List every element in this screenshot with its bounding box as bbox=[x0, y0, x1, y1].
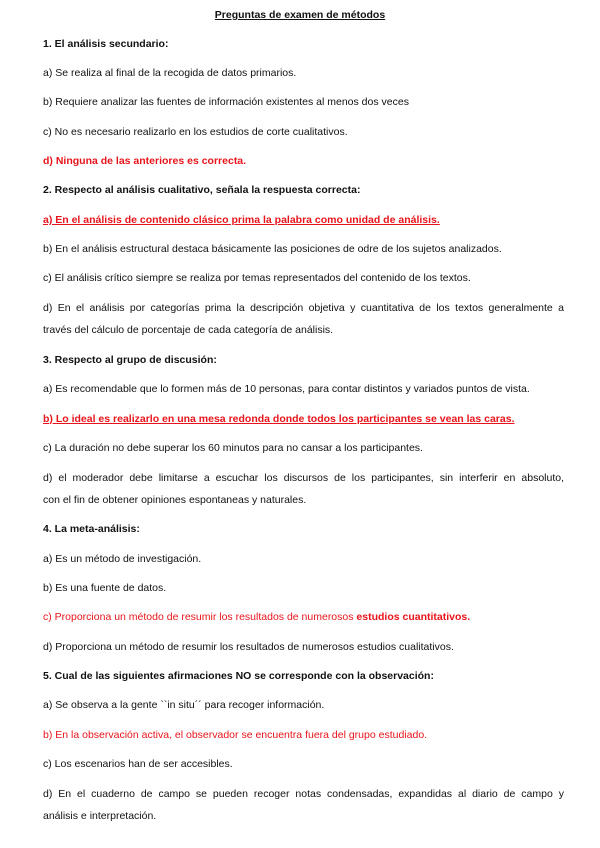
q2-option-b: b) En el análisis estructural destaca básicamente las posiciones de odre de los sujetos analizados. bbox=[43, 243, 502, 255]
q3-option-d-line1: d) el moderador debe limitarse a escuchar los discursos de los participantes, sin interferir en absoluto, bbox=[43, 472, 564, 484]
q1-option-d-correct: d) Ninguna de las anteriores es correcta. bbox=[43, 155, 247, 167]
q4-option-c-emphasis: estudios cuantitativos. bbox=[356, 611, 471, 623]
q4-option-c-text: c) Proporciona un método de resumir los resultados de numerosos bbox=[43, 611, 357, 623]
question-5: 5. Cual de las siguientes afirmaciones NO se corresponde con la observación: bbox=[43, 670, 434, 682]
q4-option-a: a) Es un método de investigación. bbox=[43, 553, 202, 565]
q1-option-a: a) Se realiza al final de la recogida de datos primarios. bbox=[43, 67, 297, 79]
question-3: 3. Respecto al grupo de discusión: bbox=[43, 354, 217, 366]
q3-option-d-line2: con el fin de obtener opiniones espontaneas y naturales. bbox=[43, 494, 307, 506]
question-4: 4. La meta-análisis: bbox=[43, 523, 140, 535]
q2-option-c: c) El análisis crítico siempre se realiza por temas representados del contenido de los textos. bbox=[43, 272, 471, 284]
question-1: 1. El análisis secundario: bbox=[43, 38, 169, 50]
question-2: 2. Respecto al análisis cualitativo, señala la respuesta correcta: bbox=[43, 184, 361, 196]
q5-option-c: c) Los escenarios han de ser accesibles. bbox=[43, 758, 233, 770]
q5-option-d-line1: d) En el cuaderno de campo se pueden recoger notas condensadas, expandidas al diario de campo y bbox=[43, 788, 564, 800]
q1-option-c: c) No es necesario realizarlo en los estudios de corte cualitativos. bbox=[43, 126, 348, 138]
q1-option-b: b) Requiere analizar las fuentes de información existentes al menos dos veces bbox=[43, 96, 409, 108]
q3-option-c: c) La duración no debe superar los 60 minutos para no cansar a los participantes. bbox=[43, 442, 423, 454]
q2-option-d-line1: d) En el análisis por categorías prima la descripción objetiva y cuantitativa de los textos generalmente a bbox=[43, 302, 564, 314]
q4-option-d: d) Proporciona un método de resumir los resultados de numerosos estudios cualitativos. bbox=[43, 641, 454, 653]
q5-option-b-correct: b) En la observación activa, el observador se encuentra fuera del grupo estudiado. bbox=[43, 729, 428, 741]
q5-option-d-line2: análisis e interpretación. bbox=[43, 810, 157, 822]
q3-option-a: a) Es recomendable que lo formen más de 10 personas, para contar distintos y variados puntos de vista. bbox=[43, 383, 530, 395]
q2-option-d-line2: través del cálculo de porcentaje de cada categoría de análisis. bbox=[43, 324, 334, 336]
q5-option-a: a) Se observa a la gente ``in situ´´ para recoger información. bbox=[43, 699, 325, 711]
q3-option-b-correct: b) Lo ideal es realizarlo en una mesa redonda donde todos los participantes se vean las caras. bbox=[43, 413, 515, 425]
document-title: Preguntas de examen de métodos bbox=[214, 9, 386, 21]
q4-option-c-correct bbox=[43, 611, 564, 624]
q4-option-b: b) Es una fuente de datos. bbox=[43, 582, 167, 594]
q2-option-a-correct: a) En el análisis de contenido clásico prima la palabra como unidad de análisis. bbox=[43, 214, 440, 226]
